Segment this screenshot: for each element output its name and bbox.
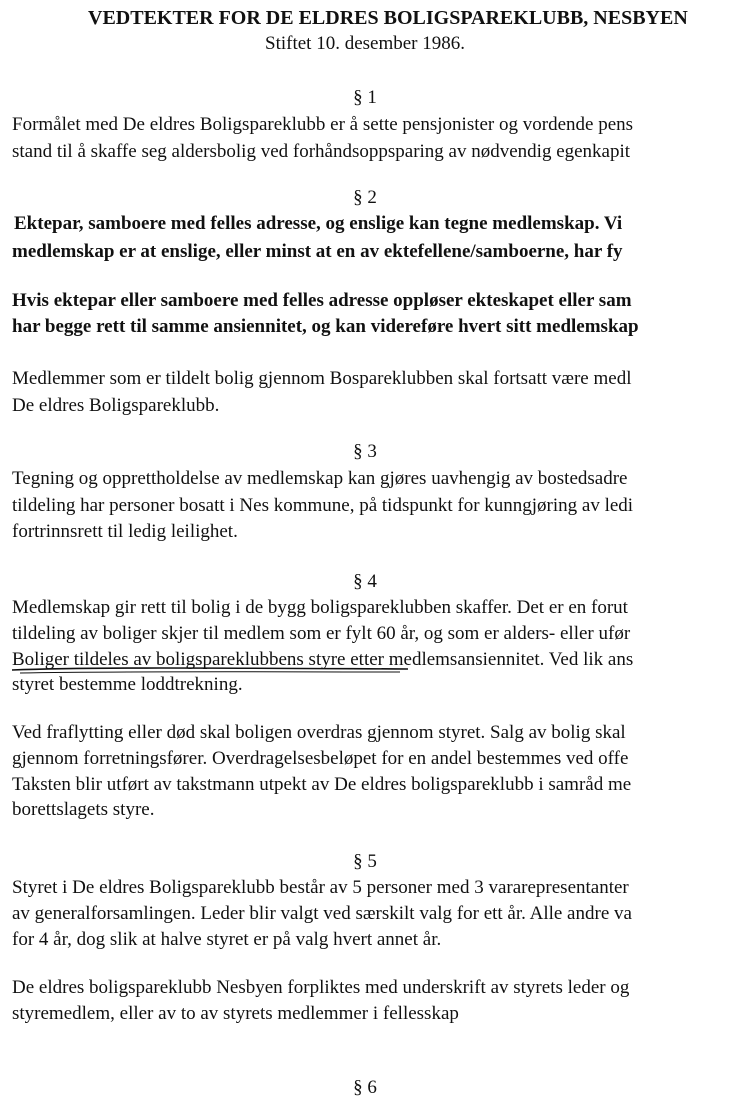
- section-3-heading: § 3: [353, 441, 377, 462]
- section-5-p1-line-3: for 4 år, dog slik at halve styret er på valg hvert annet år.: [12, 929, 442, 950]
- section-2-p1-line-1: Ektepar, samboere med felles adresse, og enslige kan tegne medlemskap. Vi: [14, 213, 623, 234]
- section-1-line-2: stand til å skaffe seg aldersbolig ved forhåndsoppsparing av nødvendig egenkapit: [12, 141, 631, 162]
- section-2-heading: § 2: [353, 187, 377, 208]
- section-2-p2-line-1: Hvis ektepar eller samboere med felles adresse oppløser ekteskapet eller sam: [12, 290, 632, 311]
- section-3-line-3: fortrinnsrett til ledig leilighet.: [12, 521, 238, 542]
- section-6-heading: § 6: [353, 1077, 377, 1098]
- section-1-heading: § 1: [353, 87, 377, 108]
- section-3-line-1: Tegning og opprettholdelse av medlemskap kan gjøres uavhengig av bostedsadre: [12, 468, 628, 489]
- section-4-p1-line-4: styret bestemme loddtrekning.: [12, 674, 243, 695]
- section-4-p2-line-1: Ved fraflytting eller død skal boligen overdras gjennom styret. Salg av bolig skal: [12, 722, 626, 743]
- section-5-p1-line-2: av generalforsamlingen. Leder blir valgt ved særskilt valg for ett år. Alle andre va: [12, 903, 632, 924]
- section-5-p2-line-1: De eldres boligspareklubb Nesbyen forpliktes med underskrift av styrets leder og: [12, 977, 630, 998]
- section-1-line-1: Formålet med De eldres Boligspareklubb er å sette pensjonister og vordende pens: [12, 114, 634, 135]
- section-4-p2-line-3: Taksten blir utført av takstmann utpekt av De eldres boligspareklubb i samråd me: [12, 774, 632, 795]
- section-2-p3-line-2: De eldres Boligspareklubb.: [12, 395, 220, 416]
- section-4-p1-line-1: Medlemskap gir rett til bolig i de bygg boligspareklubben skaffer. Det er en forut: [12, 597, 628, 618]
- section-2-p2-line-2: har begge rett til samme ansiennitet, og kan videreføre hvert sitt medlemskap: [12, 316, 639, 337]
- section-5-p2-line-2: styremedlem, eller av to av styrets medlemmer i fellesskap: [12, 1003, 459, 1024]
- document-title: VEDTEKTER FOR DE ELDRES BOLIGSPAREKLUBB, NESBYEN: [88, 7, 688, 29]
- founded-date: Stiftet 10. desember 1986.: [265, 33, 465, 54]
- section-4-heading: § 4: [353, 571, 377, 592]
- section-4-p2-line-2: gjennom forretningsfører. Overdragelsesbeløpet for en andel bestemmes ved offe: [12, 748, 629, 769]
- section-3-line-2: tildeling har personer bosatt i Nes kommune, på tidspunkt for kunngjøring av ledi: [12, 495, 634, 516]
- section-4-p1-line-3: Boliger tildeles av boligspareklubbens styre etter medlemsansiennitet. Ved lik ans: [12, 649, 634, 670]
- section-5-heading: § 5: [353, 851, 377, 872]
- section-4-p2-line-4: borettslagets styre.: [12, 799, 155, 820]
- section-4-p1-line-2: tildeling av boliger skjer til medlem som er fylt 60 år, og som er alders- eller ufør: [12, 623, 631, 644]
- section-2-p3-line-1: Medlemmer som er tildelt bolig gjennom Bospareklubben skal fortsatt være medl: [12, 368, 632, 389]
- section-2-p1-line-2: medlemskap er at enslige, eller minst at en av ektefellene/samboerne, har fy: [12, 241, 623, 262]
- section-5-p1-line-1: Styret i De eldres Boligspareklubb består av 5 personer med 3 vararepresentanter: [12, 877, 629, 898]
